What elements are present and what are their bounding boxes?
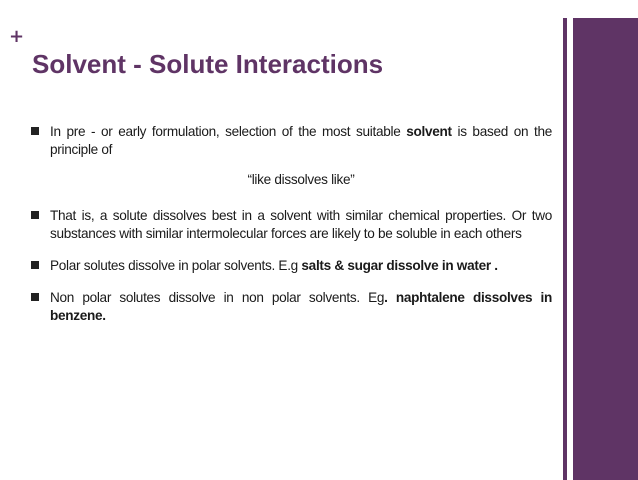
bullet-text: That is, a solute dissolves best in a solvent with similar chemical properties. Or two substances with similar intermolecular forces are likely to be soluble in each others: [50, 208, 552, 241]
slide-title: Solvent - Solute Interactions: [32, 49, 384, 79]
bullet-square-icon: [31, 261, 39, 269]
bullet-text: Polar solutes dissolve in polar solvents. E.g: [50, 258, 302, 273]
accent-bar-thick: [573, 18, 638, 480]
bullet-item: [38, 257, 552, 275]
bullet-square-icon: [31, 127, 39, 135]
bullet-square-icon: [31, 293, 39, 301]
bullet-item: [38, 207, 552, 243]
bullet-bold-text: . naphtalene dissolves in benzene.: [50, 290, 552, 323]
bullet-item: [38, 123, 552, 159]
bullet-bold-text: solvent: [406, 124, 452, 139]
bullet-text: In pre - or early formulation, selection of the most suitable: [50, 124, 407, 139]
bullet-item: [38, 289, 552, 325]
bullet-square-icon: [31, 211, 39, 219]
accent-bar-thin: [563, 18, 567, 480]
slide-content: [38, 123, 552, 339]
bullet-bold-text: salts & sugar dissolve in water .: [301, 258, 498, 273]
bullet-text: Non polar solutes dissolve in non polar solvents. Eg: [50, 290, 385, 305]
bullet-text-after: is based on the principle of: [50, 124, 552, 157]
principle-quote: “like dissolves like”: [247, 172, 355, 187]
plus-mark: +: [9, 26, 25, 47]
